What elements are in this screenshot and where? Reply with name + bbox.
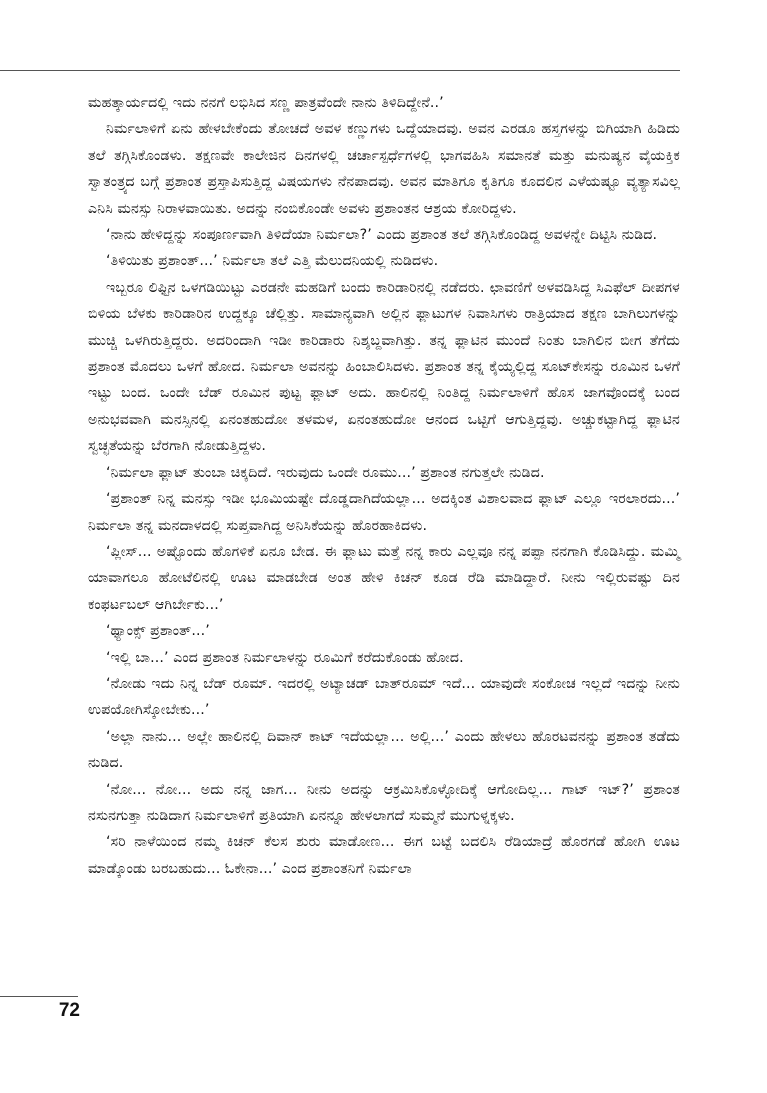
paragraph: ಇಬ್ಬರೂ ಲಿಫ್ಟಿನ ಒಳಗಡಿಯಿಟ್ಟು ಎರಡನೇ ಮಹಡಿಗೆ ಬಂದು ಕಾರಿಡಾರಿನಲ್ಲಿ ನಡೆದರು. ಛಾವಣಿಗೆ ಅಳವಡಿಸಿದ್ದ ಸಿಎಫೆಲ್ ದೀಪಗಳ ಬಿಳಿಯ ಬೆಳಕು ಕಾರಿಡಾರಿನ ಉದ್ದಕ್ಕೂ ಚೆಲ್ಲಿತ್ತು. ಸಾಮಾನ್ಯವಾಗಿ ಅಲ್ಲಿನ ಫ್ಲಾಟುಗಳ ನಿವಾಸಿಗಳು ರಾತ್ರಿಯಾದ ತಕ್ಷಣ ಬಾಗಿಲುಗಳನ್ನು ಮುಚ್ಚಿ ಒಳಗಿರುತ್ತಿದ್ದರು. ಅದರಿಂದಾಗಿ ಇಡೀ ಕಾರಿಡಾರು ನಿಶ್ಶಬ್ದವಾಗಿತ್ತು. ತನ್ನ ಫ್ಲಾಟಿನ ಮುಂದೆ ನಿಂತು ಬಾಗಿಲಿನ ಬೀಗ ತೆಗೆದು ಪ್ರಶಾಂತ ಮೊದಲು ಒಳಗೆ ಹೋದ. ನಿರ್ಮಲಾ ಅವನನ್ನು ಹಿಂಬಾಲಿಸಿದಳು. ಪ್ರಶಾಂತ ತನ್ನ ಕೈಯ್ಯಲ್ಲಿದ್ದ ಸೂಟ್‌ಕೇಸನ್ನು ರೂಮಿನ ಒಳಗೆ ಇಟ್ಟು ಬಂದ. ಒಂದೇ ಬೆಡ್ ರೂಮಿನ ಪುಟ್ಟ ಫ್ಲಾಟ್ ಅದು. ಹಾಲಿನಲ್ಲಿ ನಿಂತಿದ್ದ ನಿರ್ಮಲಾಳಿಗೆ ಹೊಸ ಜಾಗವೊಂದಕ್ಕೆ ಬಂದ ಅನುಭವವಾಗಿ ಮನಸ್ಸಿನಲ್ಲಿ ಏನಂತಹುದೋ ತಳಮಳ, ಏನಂತಹುದೋ ಆನಂದ ಒಟ್ಟಿಗೆ ಆಗುತ್ತಿದ್ದವು. ಅಚ್ಚುಕಟ್ಟಾಗಿದ್ದ ಫ್ಲಾಟಿನ ಸ್ವಚ್ಛತೆಯನ್ನು ಬೆರಗಾಗಿ ನೋಡುತ್ತಿದ್ದಳು. (88, 279, 680, 455)
paragraph: ಮಹತ್ಕಾರ್ಯದಲ್ಲಿ ಇದು ನನಗೆ ಲಭಿಸಿದ ಸಣ್ಣ ಪಾತ್ರವೆಂದೇ ನಾನು ತಿಳಿದಿದ್ದೇನೆ..’ (88, 95, 444, 111)
paragraph: ‘ನಾನು ಹೇಳಿದ್ದನ್ನು ಸಂಪೂರ್ಣವಾಗಿ ತಿಳಿದೆಯಾ ನಿರ್ಮಲಾ?’ ಎಂದು ಪ್ರಶಾಂತ ತಲೆ ತಗ್ಗಿಸಿಕೊಂಡಿದ್ದ ಅವಳನ್ನೇ ದಿಟ್ಟಿಸಿ ನುಡಿದ. (106, 227, 658, 244)
header-rule (0, 70, 680, 71)
page-number: 72 (58, 1000, 80, 1021)
paragraph: ‘ಪ್ಲೀಸ್... ಅಷ್ಟೊಂದು ಹೊಗಳಿಕೆ ಏನೂ ಬೇಡ. ಈ ಫ್ಲಾಟು ಮತ್ತೆ ನನ್ನ ಕಾರು ಎಲ್ಲವೂ ನನ್ನ ಪಪ್ಪಾ ನನಗಾಗಿ ಕೊಡಿಸಿದ್ದು. ಮಮ್ಮಿ ಯಾವಾಗಲೂ ಹೋಟೆಲಿನಲ್ಲಿ ಊಟ ಮಾಡಬೇಡ ಅಂತ ಹೇಳಿ ಕಿಚನ್ ಕೂಡ ರೆಡಿ ಮಾಡಿದ್ದಾರೆ. ನೀನು ಇಲ್ಲಿರುವಷ್ಟು ದಿನ ಕಂಫರ್ಟಬಲ್ ಆಗಿರ್ಬೇಕು...’ (88, 543, 680, 613)
paragraph: ‘ಸರಿ ನಾಳೆಯಿಂದ ನಮ್ಮ ಕಿಚನ್ ಕೆಲಸ ಶುರು ಮಾಡೋಣ... ಈಗ ಬಟ್ಟೆ ಬದಲಿಸಿ ರೆಡಿಯಾದ್ರೆ ಹೊರಗಡೆ ಹೋಗಿ ಊಟ ಮಾಡ್ಕೊಂಡು ಬರಬಹುದು... ಓಕೇನಾ...’ ಎಂದ ಪ್ರಶಾಂತನಿಗೆ ನಿರ್ಮಲಾ (88, 834, 680, 877)
paragraph: ‘ನೋಡು ಇದು ನಿನ್ನ ಬೆಡ್ ರೂಮ್. ಇದರಲ್ಲಿ ಅಟ್ಯಾಚಡ್ ಬಾತ್‌ರೂಮ್ ಇದೆ... ಯಾವುದೇ ಸಂಕೋಚ ಇಲ್ಲದೆ ಇದನ್ನು ನೀನು ಉಪಯೋಗಿಸ್ಕೋಬೇಕು...’ (88, 675, 680, 719)
paragraph: ‘ತಿಳಿಯಿತು ಪ್ರಶಾಂತ್...’ ನಿರ್ಮಲಾ ತಲೆ ಎತ್ತಿ ಮೆಲುದನಿಯಲ್ಲಿ ನುಡಿದಳು. (106, 253, 439, 270)
paragraph: ‘ಇಲ್ಲಿ ಬಾ...’ ಎಂದ ಪ್ರಶಾಂತ ನಿರ್ಮಲಾಳನ್ನು ರೂಮಿಗೆ ಕರೆದುಕೊಂಡು ಹೋದ. (106, 649, 464, 666)
paragraph: ‘ಅಲ್ಲಾ ನಾನು... ಅಲ್ಲೇ ಹಾಲಿನಲ್ಲಿ ದಿವಾನ್ ಕಾಟ್ ಇದೆಯಲ್ಲಾ... ಅಲ್ಲಿ...’ ಎಂದು ಹೇಳಲು ಹೊರಟವನನ್ನು ಪ್ರಶಾಂತ ತಡೆದು ನುಡಿದ. (88, 728, 680, 772)
body-text (88, 90, 680, 882)
paragraph: ‘ನಿರ್ಮಲಾ ಫ್ಲಾಟ್ ತುಂಬಾ ಚಿಕ್ಕದಿದೆ. ಇರುವುದು ಒಂದೇ ರೂಮು...’ ಪ್ರಶಾಂತ ನಗುತ್ತಲೇ ನುಡಿದ. (106, 464, 545, 481)
paragraph: ನಿರ್ಮಲಾಳಿಗೆ ಏನು ಹೇಳಬೇಕೆಂದು ತೋಚದೆ ಅವಳ ಕಣ್ಣುಗಳು ಒದ್ದೆಯಾದವು. ಅವನ ಎರಡೂ ಹಸ್ತಗಳನ್ನು ಬಿಗಿಯಾಗಿ ಹಿಡಿದು ತಲೆ ತಗ್ಗಿಸಿಕೊಂಡಳು. ತಕ್ಷಣವೇ ಕಾಲೇಜಿನ ದಿನಗಳಲ್ಲಿ ಚರ್ಚಾಸ್ಪರ್ಧೆಗಳಲ್ಲಿ ಭಾಗವಹಿಸಿ ಸಮಾನತೆ ಮತ್ತು ಮನುಷ್ಯನ ವೈಯಕ್ತಿಕ ಸ್ವಾತಂತ್ರ್ಯದ ಬಗ್ಗೆ ಪ್ರಶಾಂತ ಪ್ರಸ್ತಾಪಿಸುತ್ತಿದ್ದ ವಿಷಯಗಳು ನೆನಪಾದವು. ಅವನ ಮಾತಿಗೂ ಕೃತಿಗೂ ಕೂದಲಿನ ಎಳೆಯಷ್ಟೂ ವ್ಯತ್ಯಾಸವಿಲ್ಲ ಎನಿಸಿ ಮನಸ್ಸು ನಿರಾಳವಾಯಿತು. ಅದನ್ನು ನಂಬಿಕೊಂಡೇ ಅವಳು ಪ್ರಶಾಂತನ ಆಶ್ರಯ ಕೋರಿದ್ದಳು. (88, 121, 680, 217)
paragraph: ‘ಥ್ಯಾಂಕ್ಸ್ ಪ್ರಶಾಂತ್...’ (106, 623, 210, 640)
paragraph: ‘ನೋ... ನೋ... ಅದು ನನ್ನ ಜಾಗ... ನೀನು ಅದನ್ನು ಆಕ್ರಮಿಸಿಕೊಳ್ಳೋದಿಕ್ಕೆ ಆಗೋದಿಲ್ಲ... ಗಾಟ್ ಇಟ್?’ ಪ್ರಶಾಂತ ನಸುನಗುತ್ತಾ ನುಡಿದಾಗ ನಿರ್ಮಲಾಳಿಗೆ ಪ್ರತಿಯಾಗಿ ಏನನ್ನೂ ಹೇಳಲಾಗದೆ ಸುಮ್ಮನೆ ಮುಗುಳ್ನಕ್ಕಳು. (88, 781, 680, 824)
footer-rule (0, 996, 78, 997)
paragraph: ‘ಪ್ರಶಾಂತ್ ನಿನ್ನ ಮನಸ್ಸು ಇಡೀ ಭೂಮಿಯಷ್ಟೇ ದೊಡ್ಡದಾಗಿದೆಯಲ್ಲಾ... ಅದಕ್ಕಿಂತ ವಿಶಾಲವಾದ ಫ್ಲಾಟ್ ಎಲ್ಲೂ ಇರಲಾರದು...’ ನಿರ್ಮಲಾ ತನ್ನ ಮನದಾಳದಲ್ಲಿ ಸುಪ್ತವಾಗಿದ್ದ ಅನಿಸಿಕೆಯನ್ನು ಹೊರಹಾಕಿದಳು. (88, 491, 680, 534)
